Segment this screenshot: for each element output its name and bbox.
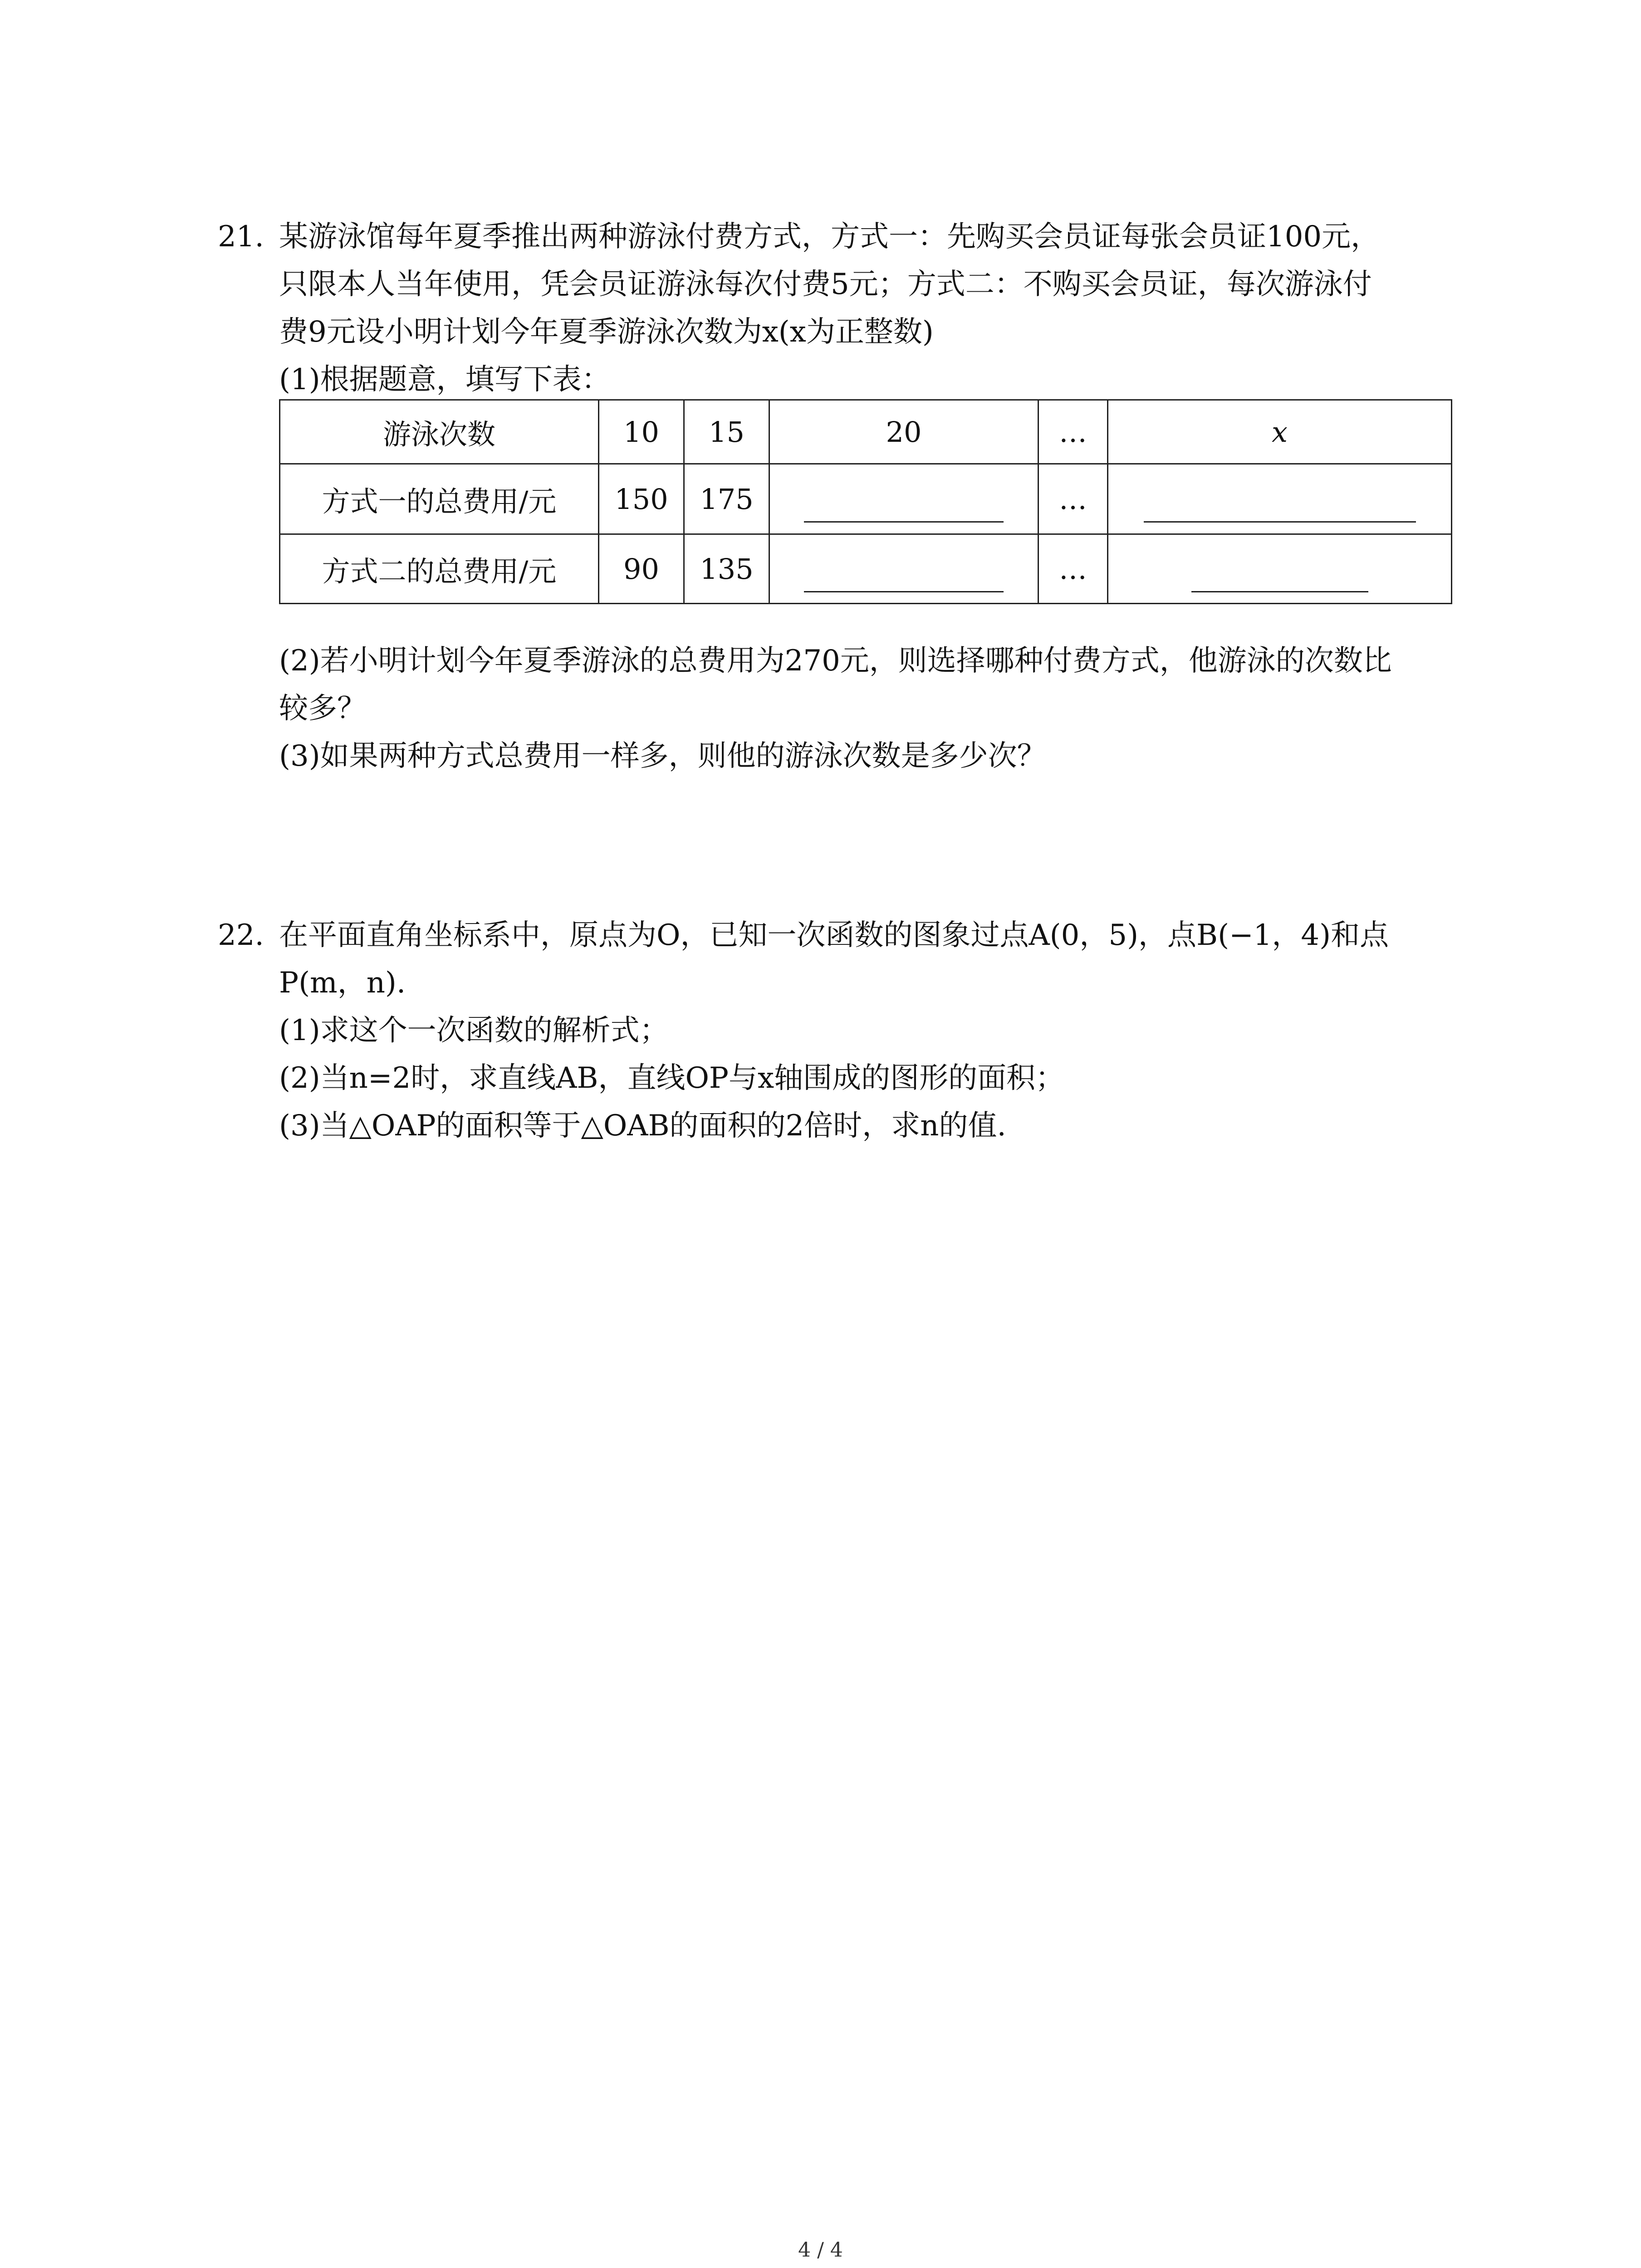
q22-number: 22. xyxy=(218,919,264,952)
table-row-method-1 xyxy=(280,464,1452,534)
q22-line-2: P(m，n). xyxy=(279,966,406,1000)
question-21 xyxy=(218,213,1452,404)
table-cell: 游泳次数 xyxy=(280,400,599,464)
q21-part-1: (1)根据题意，填写下表： xyxy=(279,363,611,396)
table-cell: … xyxy=(1038,464,1108,534)
question-21-continued xyxy=(218,637,1452,780)
table-cell: 方式二的总费用/元 xyxy=(280,534,599,604)
q22-line-1 xyxy=(218,912,1452,959)
answer-blank[interactable] xyxy=(1144,494,1416,523)
q21-number: 21. xyxy=(218,220,264,254)
q21-line-1-text: 某游泳馆每年夏季推出两种游泳付费方式，方式一：先购买会员证每张会员证100元， xyxy=(279,220,1380,254)
answer-blank[interactable] xyxy=(804,564,1004,592)
table-cell-blank xyxy=(1108,464,1452,534)
table-row-method-2 xyxy=(280,534,1452,604)
table-cell: 方式一的总费用/元 xyxy=(280,464,599,534)
table-cell: 90 xyxy=(599,534,684,604)
table-cell: 135 xyxy=(684,534,769,604)
table-cell: 175 xyxy=(684,464,769,534)
page-number: 4 / 4 xyxy=(798,2239,843,2262)
q21-line-2: 只限本人当年使用，凭会员证游泳每次付费5元；方式二：不购买会员证，每次游泳付 xyxy=(279,268,1372,301)
q21-part-2-line-2: 较多？ xyxy=(279,692,366,725)
q21-part-3: (3)如果两种方式总费用一样多，则他的游泳次数是多少次？ xyxy=(279,739,1046,773)
q21-line-3: 费9元设小明计划今年夏季游泳次数为x(x为正整数) xyxy=(279,315,934,349)
fee-table xyxy=(279,399,1452,604)
table-cell: 150 xyxy=(599,464,684,534)
table-cell-blank xyxy=(769,464,1038,534)
table-cell: … xyxy=(1038,400,1108,464)
q21-part-2-line-1: (2)若小明计划今年夏季游泳的总费用为270元，则选择哪种付费方式，他游泳的次数比 xyxy=(279,644,1392,678)
table-cell: 20 xyxy=(769,400,1038,464)
table-cell: … xyxy=(1038,534,1108,604)
table-cell: 15 xyxy=(684,400,769,464)
table-cell: x xyxy=(1108,400,1452,464)
question-22 xyxy=(218,912,1452,1150)
table-cell-blank xyxy=(769,534,1038,604)
answer-blank[interactable] xyxy=(804,494,1004,523)
q22-line-1-text: 在平面直角坐标系中，原点为O，已知一次函数的图象过点A(0，5)，点B(−1，4)和点 xyxy=(279,919,1389,952)
table-cell: 10 xyxy=(599,400,684,464)
table-cell-blank xyxy=(1108,534,1452,604)
q21-line-1 xyxy=(218,213,1452,261)
answer-blank[interactable] xyxy=(1191,564,1368,592)
q22-part-1: (1)求这个一次函数的解析式； xyxy=(279,1014,669,1047)
table-row-header xyxy=(280,400,1452,464)
q22-part-3: (3)当△OAP的面积等于△OAB的面积的2倍时，求n的值. xyxy=(279,1109,1006,1143)
q22-part-2: (2)当n=2时，求直线AB，直线OP与x轴围成的图形的面积； xyxy=(279,1061,1065,1095)
